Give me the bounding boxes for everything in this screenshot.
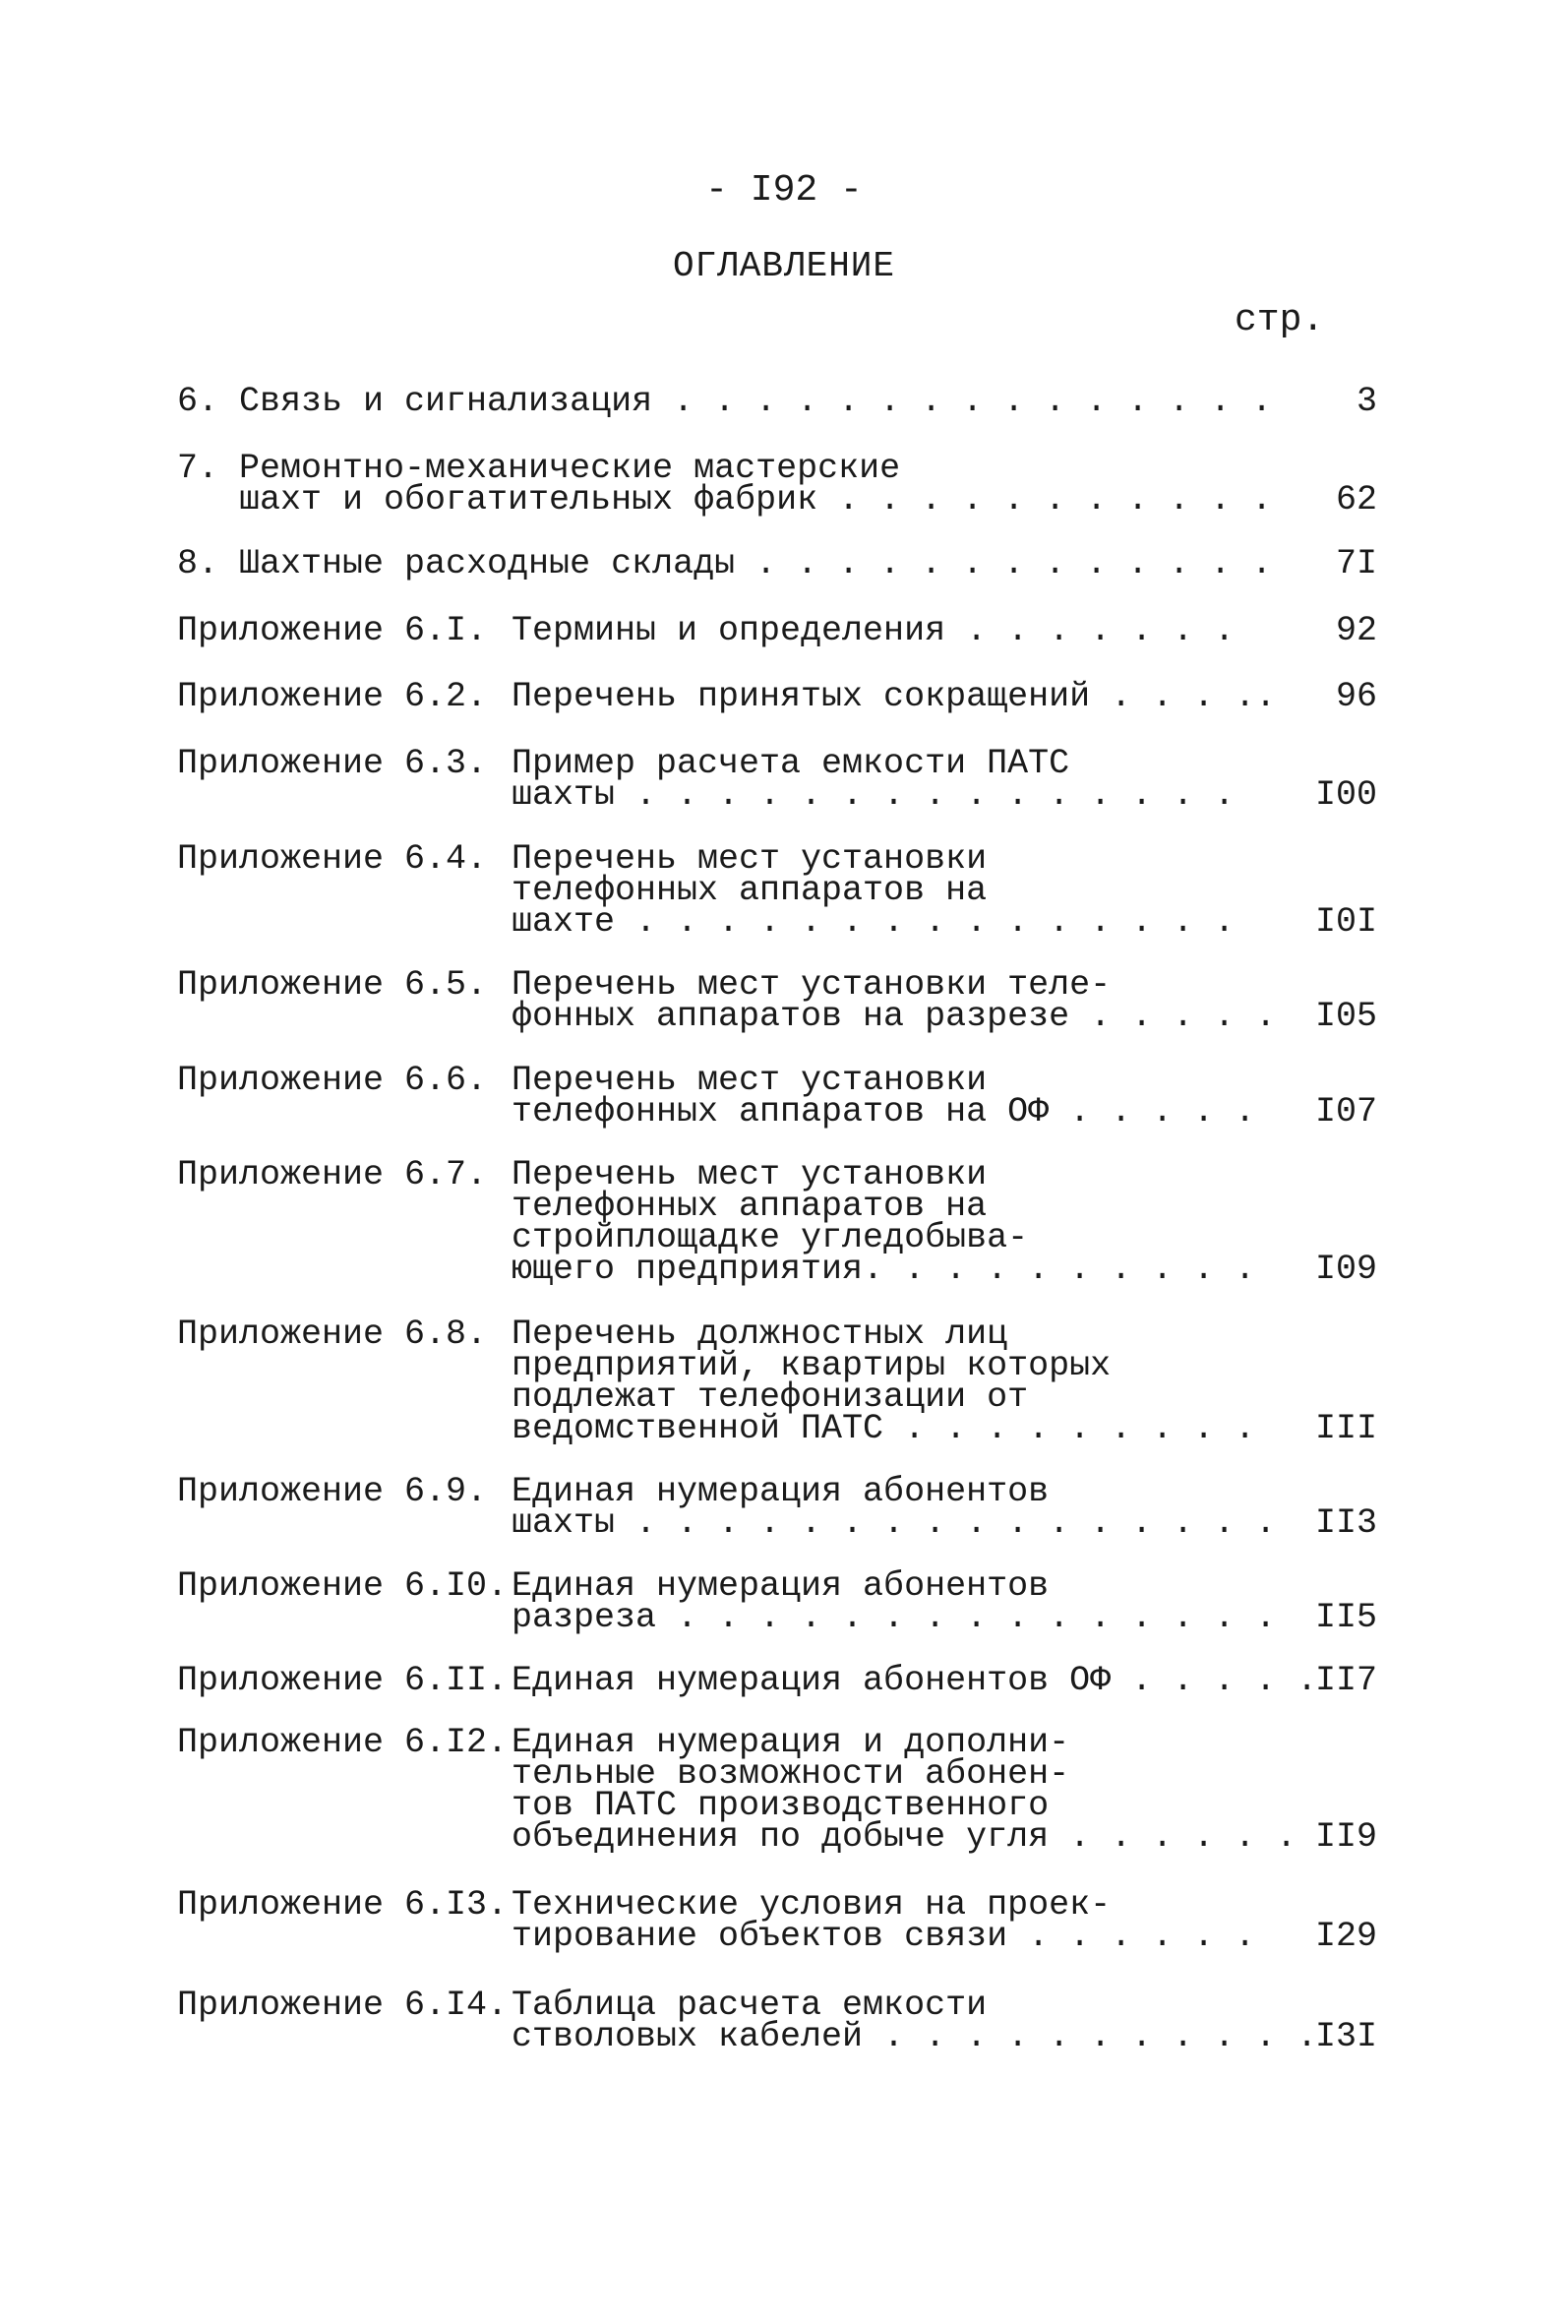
toc-entry-page: I29: [1314, 1917, 1377, 1956]
toc-entry-page: I09: [1314, 1250, 1377, 1289]
toc-entry-title-line: ведомственной ПАТС . . . . . . . . .: [512, 1409, 1256, 1448]
toc-entry-title-line: шахты . . . . . . . . . . . . . . .: [512, 775, 1236, 815]
toc-entry-page: II9: [1314, 1817, 1377, 1857]
toc-entry-page: 7I: [1335, 544, 1377, 583]
toc-entry-label: Приложение 6.4.: [177, 839, 488, 879]
toc-entry-title-line: объединения по добыче угля . . . . . .: [512, 1817, 1297, 1857]
toc-entry-title: [512, 611, 1236, 650]
toc-entry-page: 62: [1335, 480, 1377, 520]
toc-entry-title: [512, 1723, 1297, 1857]
toc-entry-title-line: Перечень мест установки теле-: [512, 965, 1112, 1005]
toc-entry-title-line: тельные возможности абонен-: [512, 1754, 1070, 1794]
toc-entry-title-line: разреза . . . . . . . . . . . . . . .: [512, 1598, 1277, 1637]
toc-entry-title: [512, 1885, 1256, 1956]
toc-entry-title-line: фонных аппаратов на разрезе . . . . .: [512, 997, 1277, 1036]
toc-entry-page: I07: [1314, 1092, 1377, 1131]
toc-entry-label: Приложение 6.7.: [177, 1155, 488, 1194]
toc-entry-title-line: телефонных аппаратов на ОФ . . . . .: [512, 1092, 1256, 1131]
toc-entry-page: II3: [1314, 1503, 1377, 1543]
toc-entry-title-line: Единая нумерация и дополни-: [512, 1723, 1070, 1762]
toc-entry-title-line: Перечень мест установки: [512, 1061, 988, 1100]
toc-entry-title-line: Перечень принятых сокращений . . . ..: [512, 677, 1277, 716]
toc-entry-title-line: тов ПАТС производственного: [512, 1786, 1050, 1825]
toc-entry-page: I0I: [1314, 902, 1377, 942]
toc-entry-title: [512, 1061, 1256, 1131]
toc-entry-title-line: Перечень мест установки: [512, 1155, 988, 1194]
toc-entry-title-line: Таблица расчета емкости: [512, 1986, 988, 2025]
toc-entry-page: 92: [1335, 611, 1377, 650]
toc-entry-title-line: шахте . . . . . . . . . . . . . . .: [512, 902, 1236, 942]
toc-entry-title: [512, 677, 1277, 716]
toc-entry-label: Приложение 6.II.: [177, 1661, 509, 1700]
toc-entry-label: Приложение 6.2.: [177, 677, 488, 716]
toc-entry-page: I05: [1314, 997, 1377, 1036]
toc-entry-title-line: Перечень мест установки: [512, 839, 988, 879]
toc-entry-title-line: тирование объектов связи . . . . . .: [512, 1917, 1256, 1956]
toc-entry-label: Приложение 6.5.: [177, 965, 488, 1005]
toc-entry-title-line: телефонных аппаратов на: [512, 1187, 988, 1226]
toc-entry-title-line: Технические условия на проек-: [512, 1885, 1112, 1925]
toc-entry-title-line: ющего предприятия. . . . . . . . . .: [512, 1250, 1256, 1289]
toc-entry-title-line: 7. Ремонтно-механические мастерские: [177, 449, 901, 488]
toc-entry-page: I3I: [1314, 2017, 1377, 2056]
toc-entry-title: [512, 1661, 1318, 1700]
toc-entry-label: Приложение 6.I.: [177, 611, 488, 650]
toc-entry-title: [512, 839, 1236, 942]
toc-entry-page: 3: [1356, 382, 1377, 421]
toc-entry-page: II5: [1314, 1598, 1377, 1637]
toc-entry-page: I00: [1314, 775, 1377, 815]
toc-entry-label: Приложение 6.6.: [177, 1061, 488, 1100]
toc-entry-title-line: Термины и определения . . . . . . .: [512, 611, 1236, 650]
toc-entry-title: [512, 1986, 1318, 2056]
toc-entry-title-line: Единая нумерация абонентов: [512, 1472, 1050, 1511]
toc-entry-title-line: 6. Связь и сигнализация . . . . . . . . . . . . . . .: [177, 382, 1273, 421]
toc-entry-title: [512, 744, 1236, 815]
toc-entry-title: [177, 544, 1273, 583]
toc-entry-label: Приложение 6.I0.: [177, 1566, 509, 1606]
toc-entry-title-line: Перечень должностных лиц: [512, 1315, 1008, 1354]
toc-entry-title: [512, 1155, 1256, 1289]
toc-entry-title: [512, 1315, 1256, 1448]
toc-entry-title: [512, 1566, 1277, 1637]
toc-entry-label: Приложение 6.3.: [177, 744, 488, 783]
toc-entry-title-line: стволовых кабелей . . . . . . . . . . .: [512, 2017, 1318, 2056]
toc-entry-label: Приложение 6.9.: [177, 1472, 488, 1511]
toc-entry-page: III: [1314, 1409, 1377, 1448]
toc-entry-title-line: Единая нумерация абонентов: [512, 1566, 1050, 1606]
page-title: ОГЛАВЛЕНИЕ: [672, 246, 896, 286]
toc-entry-title-line: шахты . . . . . . . . . . . . . . . .: [512, 1503, 1277, 1543]
toc-entry-title-line: стройплощадке угледобыва-: [512, 1218, 1029, 1257]
page-column-label: стр.: [1235, 299, 1325, 341]
toc-entry-title-line: шахт и обогатительных фабрик . . . . . . . . . . .: [177, 480, 1273, 520]
toc-entry-title: [177, 382, 1273, 421]
page-number: - I92 -: [705, 169, 863, 212]
toc-entry-label: Приложение 6.8.: [177, 1315, 488, 1354]
toc-entry-title-line: Единая нумерация абонентов ОФ . . . . .: [512, 1661, 1318, 1700]
toc-entry-label: Приложение 6.I2.: [177, 1723, 509, 1762]
toc-entry-title: [512, 965, 1277, 1036]
toc-entry-title-line: 8. Шахтные расходные склады . . . . . . . . . . . . .: [177, 544, 1273, 583]
toc-entry-page: 96: [1335, 677, 1377, 716]
toc-entry-title: [512, 1472, 1277, 1543]
toc-entry-title-line: Пример расчета емкости ПАТС: [512, 744, 1070, 783]
toc-entry-title-line: телефонных аппаратов на: [512, 871, 988, 910]
toc-entry-title-line: подлежат телефонизации от: [512, 1377, 1029, 1417]
toc-entry-title: [177, 449, 1273, 520]
toc-entry-label: Приложение 6.I3.: [177, 1885, 509, 1925]
toc-entry-label: Приложение 6.I4.: [177, 1986, 509, 2025]
toc-entry-page: II7: [1314, 1661, 1377, 1700]
toc-entry-title-line: предприятий, квартиры которых: [512, 1346, 1112, 1385]
